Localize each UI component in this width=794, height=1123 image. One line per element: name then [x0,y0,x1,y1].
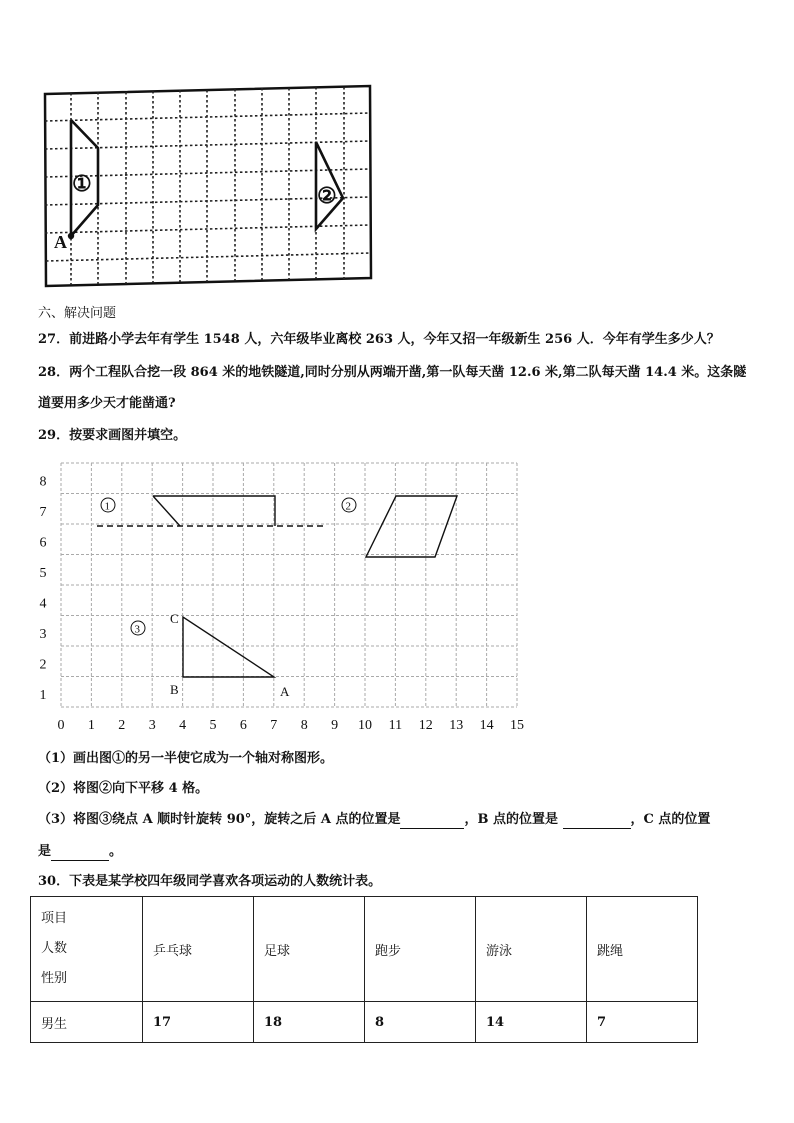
point-a-dot [68,233,74,239]
top-grid-figure [40,84,376,294]
q29-item-3-end: 。 [109,844,123,859]
x-tick-label: 1 [87,718,95,733]
y-tick-label: 2 [39,657,47,673]
question-29-title: 29．按要求画图并填空。 [38,428,187,443]
x-tick-label: 0 [57,718,65,733]
column-header: 跳绳 [587,897,698,1002]
x-tick-label: 7 [270,718,278,733]
table-row [31,1002,698,1043]
q29-point-c-label: C [170,611,179,626]
question-28-line-2: 道要用多少天才能凿通? [38,396,176,411]
header-corner-gender: 性别 [41,971,68,986]
section-title: 六、解决问题 [38,306,117,321]
y-tick-label: 3 [39,627,47,642]
q29-blank-a-position[interactable] [400,814,464,829]
table-cell: 18 [254,1002,365,1043]
q29-shape-1-label: 1 [104,500,110,513]
x-tick-label: 15 [510,718,524,733]
header-corner-cell [31,897,143,1002]
x-tick-label: 2 [118,718,126,733]
y-tick-label: 7 [39,505,47,520]
table-cell: 17 [143,1002,254,1043]
q29-item-1: （1）画出图①的另一半使它成为一个轴对称图形。 [38,751,334,766]
q29-shape-1-outline [153,496,275,526]
question-27: 27．前进路小学去年有学生 1548 人，六年级毕业离校 263 人，今年又招一年级新生 256 人．今年有学生多少人？ [38,332,720,347]
shape-1-label: ① [72,171,92,196]
point-a-label: A [54,232,67,252]
q29-item-3-line-2-text: 是 [38,844,52,859]
sports-stats-table [30,896,698,1043]
q29-item-3 [38,811,710,829]
q29-shape-3-triangle [183,617,274,677]
y-tick-label: 8 [39,474,47,490]
x-tick-label: 5 [209,718,217,733]
q29-item-3-text-3: ，C 点的位置 [630,812,711,827]
x-tick-label: 14 [479,718,494,733]
column-header: 乒乓球 [143,897,254,1002]
x-tick-label: 10 [358,718,372,733]
q29-shape-2-parallelogram [366,496,457,557]
row-label: 男生 [31,1002,143,1043]
x-tick-label: 4 [179,718,187,733]
q29-point-a-label: A [280,684,290,699]
q29-shape-2-label: 2 [345,500,351,513]
q29-item-3-text-2: ，B 点的位置是 [464,812,558,827]
y-tick-label: 6 [39,535,47,551]
x-tick-label: 9 [331,718,339,733]
q29-item-3-text-1: （3）将图③绕点 A 顺时针旋转 90°，旋转之后 A 点的位置是 [38,812,401,827]
table-cell: 8 [365,1002,476,1043]
q29-coordinate-grid [30,455,540,737]
question-30-title: 30．下表是某学校四年级同学喜欢各项运动的人数统计表。 [38,874,382,889]
x-tick-label: 11 [388,718,403,733]
table-cell: 7 [587,1002,698,1043]
header-corner-count: 人数 [41,941,68,956]
header-corner-item: 项目 [41,911,68,926]
table-cell: 14 [476,1002,587,1043]
q29-item-2: （2）将图②向下平移 4 格。 [38,781,209,796]
x-tick-label: 8 [300,718,308,733]
table-header-row [31,897,698,1002]
q29-shape-3-label: 3 [134,623,140,636]
q29-shape-1-slant [153,496,180,526]
q29-point-b-label: B [170,682,179,697]
y-tick-label: 5 [39,566,47,581]
x-tick-label: 12 [418,718,433,733]
column-header: 足球 [254,897,365,1002]
x-tick-label: 13 [449,718,464,733]
x-tick-label: 3 [148,718,156,733]
q29-item-3-line-2 [38,843,122,861]
y-tick-label: 4 [39,596,47,612]
x-tick-label: 6 [239,718,247,733]
shape-2-label: ② [317,183,337,208]
column-header: 跑步 [365,897,476,1002]
y-tick-label: 1 [39,688,47,703]
question-28-line-1: 28．两个工程队合挖一段 864 米的地铁隧道,同时分别从两端开凿,第一队每天凿 12.6 米,第二队每天凿 14.4 米。这条隧 [38,365,747,380]
column-header: 游泳 [476,897,587,1002]
q29-blank-c-position[interactable] [51,846,109,861]
q29-blank-b-position[interactable] [563,814,631,829]
